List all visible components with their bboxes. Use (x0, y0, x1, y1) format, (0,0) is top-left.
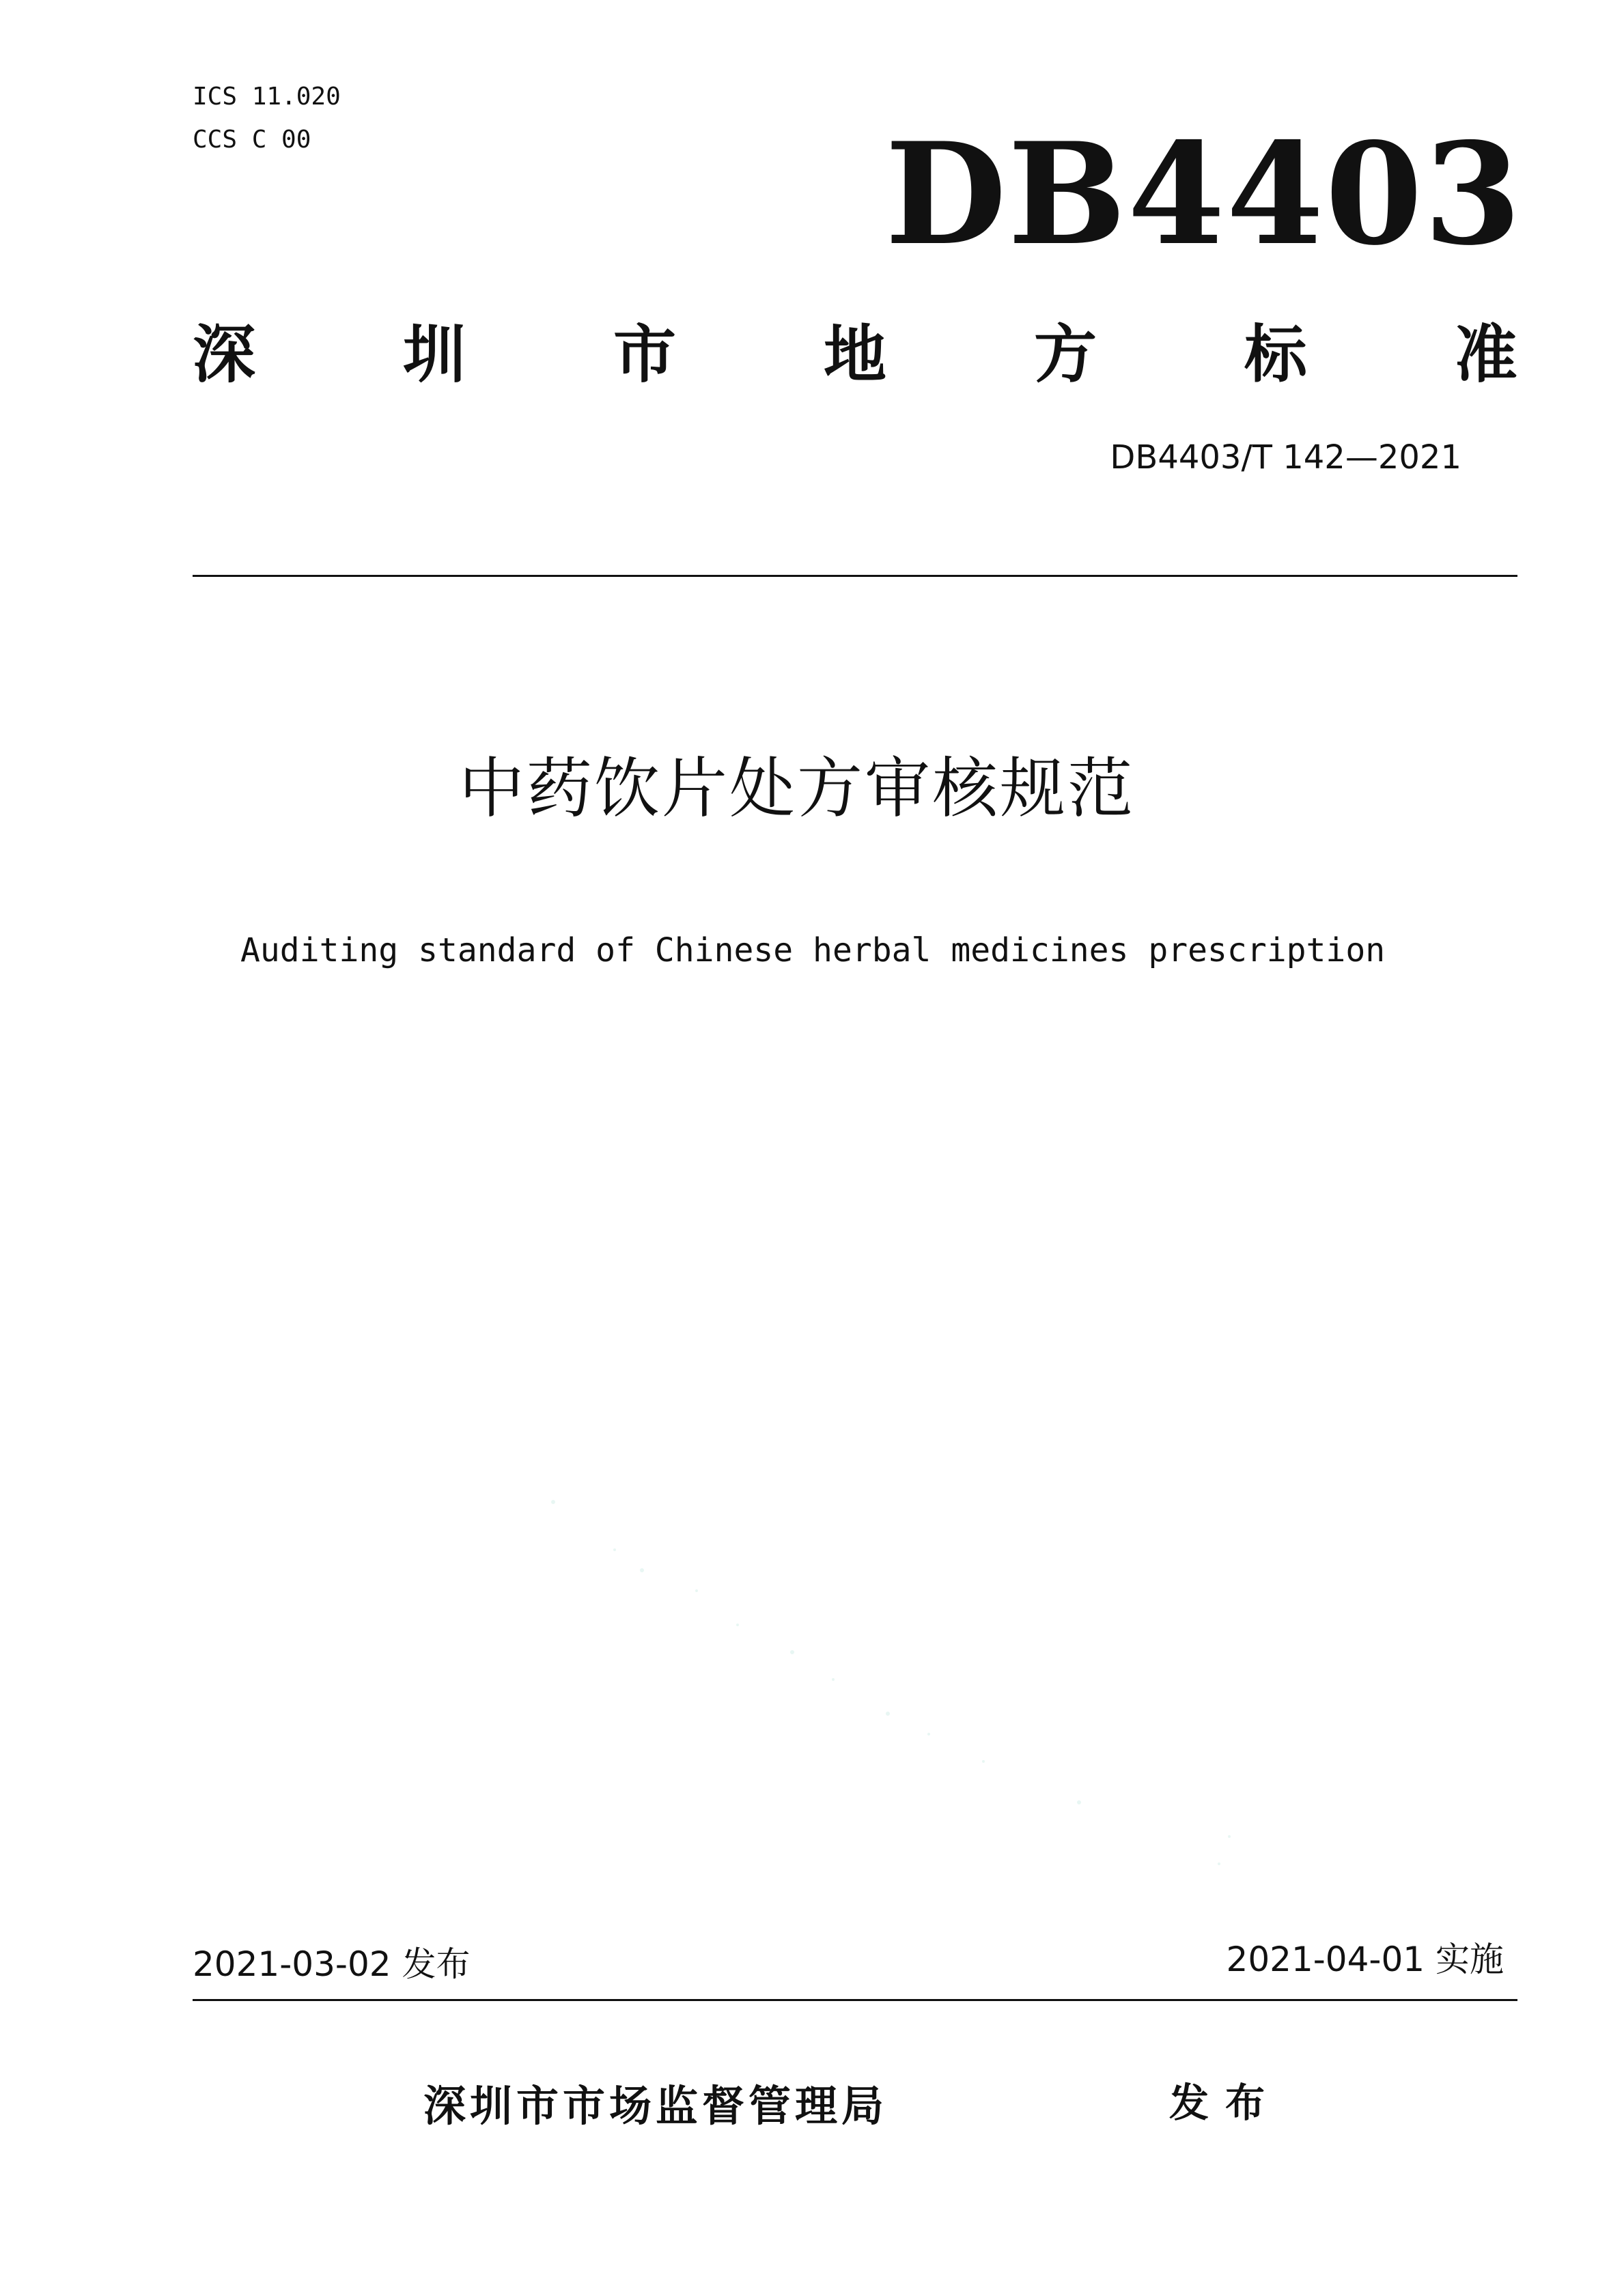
standard-logo: DB4403 (885, 113, 1523, 277)
faint-background-watermark (410, 1365, 1298, 1912)
standard-type-char: 准 (1454, 318, 1517, 391)
chinese-title: 中药饮片处方审核规范 (459, 750, 1135, 827)
top-divider (193, 575, 1517, 577)
implement-date: 2021-04-01 实施 (1226, 1940, 1504, 1979)
standard-type-char: 方 (1033, 318, 1097, 391)
english-title: Auditing standard of Chinese herbal medicines prescription (240, 931, 1386, 969)
standard-type-char: 市 (613, 318, 676, 391)
standard-type-char: 圳 (402, 318, 466, 391)
publish-date: 2021-03-02 发布 (193, 1944, 471, 1984)
standard-number: DB4403/T 142—2021 (1110, 438, 1461, 477)
ics-code: ICS 11.020 (193, 83, 341, 111)
bottom-divider (193, 1999, 1517, 2001)
standard-type-title (193, 314, 1517, 396)
standard-type-char: 地 (823, 318, 886, 391)
issuing-authority: 深圳市市场监督管理局 (423, 2081, 888, 2131)
standard-type-char: 标 (1244, 318, 1307, 391)
standard-type-char: 深 (193, 318, 256, 391)
issue-label: 发布 (1169, 2080, 1282, 2126)
ccs-code: CCS C 00 (193, 126, 311, 154)
